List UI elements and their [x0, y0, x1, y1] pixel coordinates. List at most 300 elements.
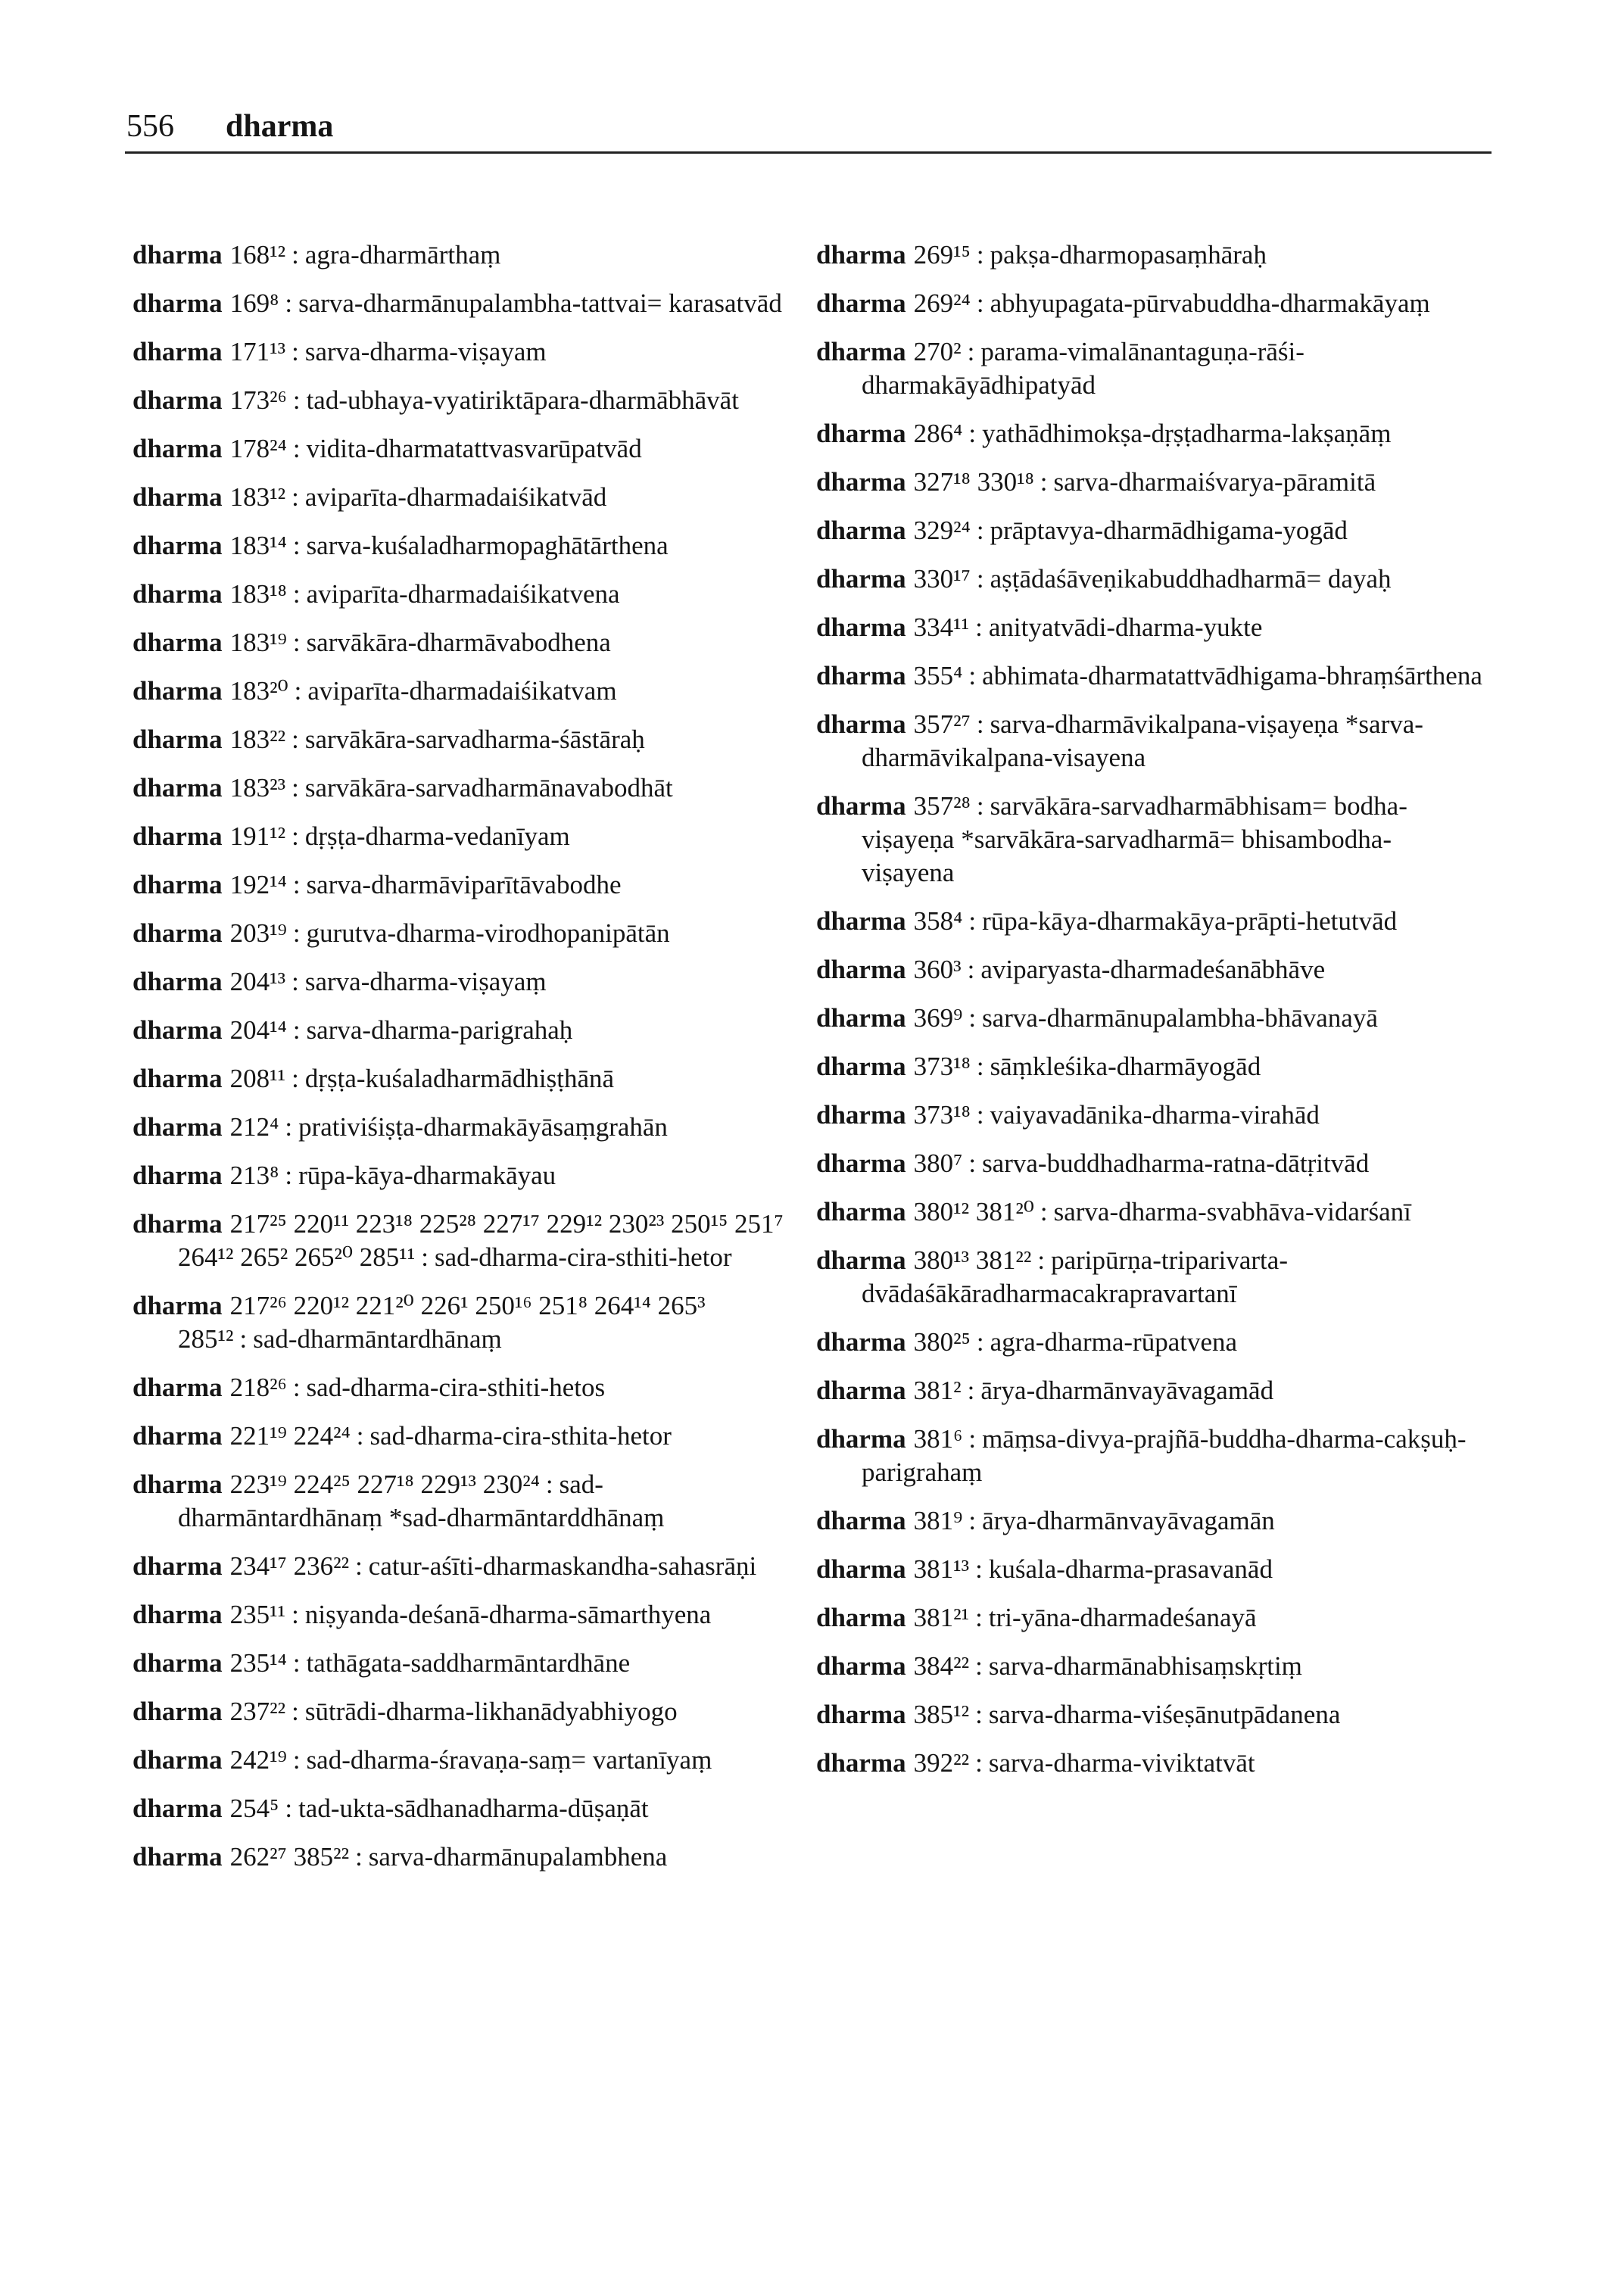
entry-separator: :	[967, 337, 975, 366]
entry-text: tad-ukta-sādhanadharma-dūṣaṇāt	[298, 1794, 649, 1823]
entry-separator: :	[285, 288, 293, 318]
entry-text: dṛṣṭa-kuśaladharmādhiṣṭhānā	[304, 1064, 615, 1093]
entry-references: 235¹¹	[229, 1600, 286, 1629]
index-entry	[816, 659, 1482, 693]
entry-text: sūtrādi-dharma-likhanādyabhiyogo	[304, 1697, 678, 1726]
entry-separator: :	[968, 1149, 977, 1178]
index-entry	[816, 417, 1482, 450]
index-entry	[132, 1695, 799, 1728]
entry-separator: :	[975, 1603, 983, 1632]
entry-headword: dharma	[132, 773, 223, 803]
entry-references: 357²⁷	[913, 709, 971, 739]
entry-references: 217²⁶ 220¹² 221²⁰ 226¹ 250¹⁶ 251⁸ 264¹⁴ 265³ 285¹²	[178, 1291, 706, 1354]
entry-separator: :	[292, 579, 301, 609]
entry-separator: :	[285, 1794, 293, 1823]
index-entry	[132, 287, 799, 320]
entry-headword: dharma	[816, 1748, 906, 1778]
entry-separator: :	[291, 821, 299, 851]
running-head: dharma	[226, 109, 334, 144]
entry-references: 380²⁵	[913, 1327, 971, 1357]
entry-references: 381²	[913, 1376, 962, 1405]
entry-text: prāptavya-dharmādhigama-yogād	[990, 516, 1348, 545]
entry-text: gurutva-dharma-virodhopanipātān	[306, 918, 670, 948]
entry-headword: dharma	[132, 1745, 223, 1775]
entry-separator: :	[291, 773, 299, 803]
entry-headword: dharma	[816, 1554, 906, 1584]
entry-headword: dharma	[132, 1161, 223, 1190]
entry-separator: :	[968, 419, 977, 448]
index-entry	[816, 1326, 1482, 1359]
entry-separator: :	[1040, 467, 1048, 497]
entry-separator: :	[975, 1700, 983, 1729]
entry-references: 221¹⁹ 224²⁴	[229, 1421, 351, 1451]
entry-separator: :	[291, 482, 299, 512]
entry-separator: :	[355, 1551, 363, 1581]
entry-separator: :	[976, 1327, 984, 1357]
index-entry	[132, 820, 799, 853]
index-entry	[816, 790, 1482, 890]
entry-headword: dharma	[132, 918, 223, 948]
entry-headword: dharma	[132, 1551, 223, 1581]
index-entry	[132, 1371, 799, 1404]
entry-separator: :	[968, 661, 977, 690]
entry-references: 381⁹	[913, 1506, 963, 1535]
entry-headword: dharma	[816, 1149, 906, 1178]
entry-references: 223¹⁹ 224²⁵ 227¹⁸ 229¹³ 230²⁴	[229, 1470, 540, 1499]
entry-references: 384²²	[913, 1651, 970, 1681]
entry-separator: :	[968, 1506, 977, 1535]
entry-references: 191¹²	[229, 821, 286, 851]
entry-text: dṛṣṭa-dharma-vedanīyam	[304, 821, 570, 851]
entry-headword: dharma	[132, 1697, 223, 1726]
index-entry	[132, 1744, 799, 1777]
entry-text: sad-dharma-cira-sthiti-hetor	[434, 1242, 732, 1272]
entry-separator: :	[1037, 1245, 1046, 1275]
index-entry	[132, 965, 799, 999]
index-entry	[132, 1647, 799, 1680]
entry-headword: dharma	[132, 1794, 223, 1823]
index-entry	[816, 953, 1482, 986]
index-entry	[132, 1159, 799, 1192]
entry-text: sarva-dharmānupalambha-bhāvanayā	[982, 1003, 1378, 1033]
index-entry	[132, 1420, 799, 1453]
entry-text: rūpa-kāya-dharmakāya-prāpti-hetutvād	[982, 906, 1398, 936]
entry-text: catur-aśīti-dharmaskandha-sahasrāṇi	[368, 1551, 757, 1581]
index-entry	[132, 1014, 799, 1047]
entry-references: 269¹⁵	[913, 240, 971, 270]
entry-headword: dharma	[816, 564, 906, 594]
entry-separator: :	[292, 385, 301, 415]
index-entry	[816, 1147, 1482, 1180]
entry-headword: dharma	[816, 906, 906, 936]
entry-text: sarva-dharma-svabhāva-vidarśanī	[1053, 1197, 1411, 1226]
entry-references: 203¹⁹	[229, 918, 287, 948]
entry-text: sarva-kuśaladharmopaghātārthena	[306, 531, 669, 560]
entry-headword: dharma	[816, 1327, 906, 1357]
entry-separator: :	[285, 1161, 293, 1190]
index-entry	[816, 466, 1482, 499]
entry-references: 204¹⁴	[229, 1015, 287, 1045]
entry-text: sad-dharma-cira-sthita-hetor	[369, 1421, 672, 1451]
entry-headword: dharma	[132, 676, 223, 706]
entry-references: 183²³	[229, 773, 286, 803]
entry-headword: dharma	[816, 709, 906, 739]
entry-text: prativiśiṣṭa-dharmakāyāsaṃgrahān	[298, 1112, 668, 1142]
entry-text: agra-dharma-rūpatvena	[990, 1327, 1238, 1357]
entry-references: 242¹⁹	[229, 1745, 287, 1775]
entry-text: tathāgata-saddharmāntardhāne	[306, 1648, 631, 1678]
entry-text: aṣṭādaśāveṇikabuddhadharmā= dayaḥ	[990, 564, 1392, 594]
entry-separator: :	[291, 725, 299, 754]
entry-separator: :	[976, 709, 984, 739]
entry-headword: dharma	[132, 725, 223, 754]
entry-headword: dharma	[816, 288, 906, 318]
index-entry	[816, 905, 1482, 938]
entry-text: niṣyanda-deśanā-dharma-sāmarthyena	[304, 1600, 712, 1629]
index-entry	[132, 1062, 799, 1096]
entry-headword: dharma	[132, 1015, 223, 1045]
entry-separator: :	[356, 1421, 364, 1451]
entry-references: 392²²	[913, 1748, 970, 1778]
entry-headword: dharma	[816, 1651, 906, 1681]
entry-headword: dharma	[132, 1064, 223, 1093]
index-entry	[816, 611, 1482, 644]
index-entry	[816, 1698, 1482, 1731]
entry-text: sarva-buddhadharma-ratna-dātṛitvād	[982, 1149, 1370, 1178]
entry-separator: :	[292, 1373, 301, 1402]
entry-text: tri-yāna-dharmadeśanayā	[988, 1603, 1257, 1632]
index-entry	[132, 771, 799, 805]
index-entry	[132, 1468, 799, 1535]
index-entry	[132, 626, 799, 659]
entry-separator: :	[976, 564, 984, 594]
entry-references: 327¹⁸ 330¹⁸	[913, 467, 1034, 497]
entry-separator: :	[285, 1112, 293, 1142]
entry-text: sarva-dharmāviparītāvabodhe	[306, 870, 622, 899]
entry-separator: :	[292, 1648, 301, 1678]
index-entry	[816, 1195, 1482, 1229]
index-entry	[816, 1374, 1482, 1407]
entry-references: 269²⁴	[913, 288, 971, 318]
entry-references: 183¹²	[229, 482, 286, 512]
entry-headword: dharma	[132, 434, 223, 463]
entry-separator: :	[976, 791, 984, 821]
entry-headword: dharma	[816, 661, 906, 690]
entry-references: 286⁴	[913, 419, 963, 448]
entry-headword: dharma	[816, 1424, 906, 1454]
index-entry	[132, 1550, 799, 1583]
entry-references: 178²⁴	[229, 434, 287, 463]
entry-separator: :	[292, 1015, 301, 1045]
entry-headword: dharma	[132, 337, 223, 366]
entry-references: 373¹⁸	[913, 1100, 971, 1130]
entry-references: 183¹⁸	[229, 579, 287, 609]
entry-text: sarvākāra-sarvadharmābhisam= bodha-viṣayeṇa *sarvākāra-sarvadharmā= bhisambodha-viṣayena	[862, 791, 1407, 887]
entry-headword: dharma	[816, 419, 906, 448]
entry-separator: :	[967, 955, 975, 984]
entry-separator: :	[1040, 1197, 1048, 1226]
entry-text: kuśala-dharma-prasavanād	[988, 1554, 1273, 1584]
entry-headword: dharma	[132, 1209, 223, 1239]
entry-references: 369⁹	[913, 1003, 963, 1033]
entry-text: pakṣa-dharmopasaṃhāraḥ	[990, 240, 1267, 270]
index-entry	[132, 1840, 799, 1874]
entry-headword: dharma	[816, 516, 906, 545]
index-entry	[816, 1601, 1482, 1635]
index-entry	[816, 1650, 1482, 1683]
entry-separator: :	[976, 1052, 984, 1081]
entry-text: anityatvādi-dharma-yukte	[988, 612, 1263, 642]
index-entry	[132, 578, 799, 611]
entry-text: tad-ubhaya-vyatiriktāpara-dharmābhāvāt	[306, 385, 739, 415]
entry-text: sarvākāra-sarvadharmānavabodhāt	[304, 773, 673, 803]
entry-references: 270²	[913, 337, 962, 366]
entry-references: 355⁴	[913, 661, 963, 690]
entry-headword: dharma	[816, 1506, 906, 1535]
index-entry	[132, 1111, 799, 1144]
entry-text: sad-dharma-śravaṇa-saṃ= vartanīyaṃ	[306, 1745, 712, 1775]
entry-headword: dharma	[132, 1421, 223, 1451]
entry-headword: dharma	[132, 628, 223, 657]
entry-separator: :	[292, 628, 301, 657]
entry-separator: :	[291, 337, 299, 366]
entry-references: 183¹⁹	[229, 628, 287, 657]
entry-headword: dharma	[816, 955, 906, 984]
index-entry	[816, 1553, 1482, 1586]
right-column	[816, 238, 1482, 1795]
entry-separator: :	[975, 1651, 983, 1681]
entry-references: 360³	[913, 955, 962, 984]
entry-text: sarva-dharma-viṣayaṃ	[304, 967, 547, 996]
entry-text: sarvākāra-dharmāvabodhena	[306, 628, 611, 657]
entry-text: vaiyavadānika-dharma-virahād	[990, 1100, 1320, 1130]
entry-headword: dharma	[132, 821, 223, 851]
entry-text: abhimata-dharmatattvādhigama-bhraṃśārthena	[982, 661, 1482, 690]
entry-references: 262²⁷ 385²²	[229, 1842, 350, 1872]
entry-references: 329²⁴	[913, 516, 971, 545]
entry-headword: dharma	[132, 1470, 223, 1499]
entry-references: 218²⁶	[229, 1373, 287, 1402]
entry-separator: :	[545, 1470, 553, 1499]
index-entry	[132, 335, 799, 369]
entry-headword: dharma	[816, 1197, 906, 1226]
entry-separator: :	[292, 918, 301, 948]
entry-references: 204¹³	[229, 967, 286, 996]
index-entry	[132, 1792, 799, 1825]
entry-separator: :	[291, 967, 299, 996]
entry-headword: dharma	[132, 385, 223, 415]
entry-separator: :	[292, 434, 301, 463]
index-entry	[816, 1747, 1482, 1780]
entry-text: aviparīta-dharmadaiśikatvena	[306, 579, 620, 609]
page-number: 556	[126, 109, 174, 144]
index-entry	[816, 1099, 1482, 1132]
entry-text: sad-dharmāntardhānaṃ *sad-dharmāntarddhānaṃ	[178, 1470, 665, 1532]
entry-separator: :	[421, 1242, 429, 1272]
index-entry	[132, 1208, 799, 1274]
entry-headword: dharma	[816, 467, 906, 497]
index-entry	[816, 708, 1482, 775]
entry-text: sarva-dharma-parigrahaḥ	[306, 1015, 573, 1045]
entry-headword: dharma	[132, 967, 223, 996]
entry-text: sarva-dharmaiśvarya-pāramitā	[1053, 467, 1376, 497]
entry-headword: dharma	[816, 1003, 906, 1033]
index-entry	[816, 287, 1482, 320]
entry-headword: dharma	[132, 482, 223, 512]
entry-references: 234¹⁷ 236²²	[229, 1551, 350, 1581]
entry-headword: dharma	[816, 1603, 906, 1632]
index-entry	[816, 1244, 1482, 1311]
entry-separator: :	[976, 1100, 984, 1130]
entry-separator: :	[968, 906, 977, 936]
index-entry	[816, 238, 1482, 272]
entry-headword: dharma	[132, 1842, 223, 1872]
entry-references: 208¹¹	[229, 1064, 286, 1093]
entry-references: 213⁸	[229, 1161, 279, 1190]
entry-references: 380¹² 381²⁰	[913, 1197, 1034, 1226]
index-entry	[132, 1598, 799, 1632]
entry-headword: dharma	[816, 1100, 906, 1130]
entry-text: ārya-dharmānvayāvagamād	[980, 1376, 1274, 1405]
entry-references: 334¹¹	[913, 612, 970, 642]
entry-references: 169⁸	[229, 288, 279, 318]
index-entry	[132, 238, 799, 272]
entry-separator: :	[976, 516, 984, 545]
entry-text: sarva-dharma-viviktatvāt	[988, 1748, 1255, 1778]
entry-references: 373¹⁸	[913, 1052, 971, 1081]
entry-references: 173²⁶	[229, 385, 287, 415]
index-entry	[132, 384, 799, 417]
index-entry	[132, 868, 799, 902]
index-entry	[132, 1289, 799, 1356]
entry-separator: :	[975, 1748, 983, 1778]
entry-references: 381⁶	[913, 1424, 963, 1454]
index-entry	[132, 529, 799, 563]
entry-headword: dharma	[132, 1112, 223, 1142]
index-entry	[816, 1423, 1482, 1489]
entry-text: agra-dharmārthaṃ	[304, 240, 501, 270]
page-header	[125, 108, 1492, 154]
entry-separator: :	[968, 1003, 977, 1033]
entry-references: 183²⁰	[229, 676, 288, 706]
entry-text: sad-dharmāntardhānaṃ	[253, 1324, 502, 1354]
entry-headword: dharma	[132, 1373, 223, 1402]
entry-separator: :	[291, 1064, 299, 1093]
entry-headword: dharma	[816, 240, 906, 270]
entry-headword: dharma	[132, 1291, 223, 1320]
entry-references: 212⁴	[229, 1112, 279, 1142]
entry-references: 380¹³ 381²²	[913, 1245, 1032, 1275]
entry-references: 237²²	[229, 1697, 286, 1726]
entry-text: yathādhimokṣa-dṛṣṭadharma-lakṣaṇāṃ	[982, 419, 1392, 448]
entry-headword: dharma	[816, 791, 906, 821]
entry-text: sad-dharma-cira-sthiti-hetos	[306, 1373, 606, 1402]
entry-references: 381²¹	[913, 1603, 970, 1632]
entry-text: māṃsa-divya-prajñā-buddha-dharma-cakṣuḥ-parigrahaṃ	[862, 1424, 1467, 1487]
entry-headword: dharma	[132, 240, 223, 270]
entry-separator: :	[967, 1376, 975, 1405]
entry-separator: :	[292, 1745, 301, 1775]
entry-separator: :	[976, 288, 984, 318]
entry-separator: :	[968, 1424, 977, 1454]
entry-references: 235¹⁴	[229, 1648, 287, 1678]
entry-text: aviparīta-dharmadaiśikatvād	[304, 482, 607, 512]
entry-separator: :	[975, 612, 983, 642]
entry-references: 171¹³	[229, 337, 286, 366]
index-entry	[816, 1504, 1482, 1538]
entry-headword: dharma	[816, 1245, 906, 1275]
entry-text: abhyupagata-pūrvabuddha-dharmakāyaṃ	[990, 288, 1430, 318]
entry-references: 183²²	[229, 725, 286, 754]
entry-text: sarva-dharma-viṣayam	[304, 337, 547, 366]
entry-separator: :	[291, 1600, 299, 1629]
index-entry	[132, 675, 799, 708]
index-entry	[816, 1002, 1482, 1035]
entry-text: sāṃkleśika-dharmāyogād	[990, 1052, 1261, 1081]
index-entry	[816, 514, 1482, 547]
entry-text: parama-vimalānantaguṇa-rāśi-dharmakāyādhipatyād	[862, 337, 1304, 400]
entry-references: 168¹²	[229, 240, 286, 270]
entry-text: paripūrṇa-triparivarta-dvādaśākāradharmacakrapravartanī	[862, 1245, 1288, 1308]
entry-headword: dharma	[816, 1052, 906, 1081]
entry-references: 192¹⁴	[229, 870, 287, 899]
entry-separator: :	[291, 1697, 299, 1726]
entry-references: 385¹²	[913, 1700, 970, 1729]
entry-headword: dharma	[816, 1376, 906, 1405]
entry-references: 357²⁸	[913, 791, 971, 821]
index-entry	[132, 723, 799, 756]
entry-references: 183¹⁴	[229, 531, 287, 560]
entry-text: sarva-dharmāvikalpana-viṣayeṇa *sarva-dharmāvikalpana-visayena	[862, 709, 1423, 772]
index-entry	[132, 432, 799, 466]
entry-text: sarva-dharmānabhisaṃskṛtiṃ	[988, 1651, 1302, 1681]
entry-headword: dharma	[132, 870, 223, 899]
entry-references: 330¹⁷	[913, 564, 971, 594]
entry-headword: dharma	[132, 1600, 223, 1629]
entry-text: sarva-dharma-viśeṣānutpādanena	[988, 1700, 1341, 1729]
entry-text: vidita-dharmatattvasvarūpatvād	[306, 434, 642, 463]
entry-separator: :	[294, 676, 302, 706]
index-entry	[132, 481, 799, 514]
entry-text: sarva-dharmānupalambha-tattvai= karasatvād	[298, 288, 782, 318]
index-entry	[816, 563, 1482, 596]
entry-text: sarvākāra-sarvadharma-śāstāraḥ	[304, 725, 645, 754]
entry-text: sarva-dharmānupalambhena	[368, 1842, 668, 1872]
entry-separator: :	[355, 1842, 363, 1872]
index-entry	[816, 335, 1482, 402]
index-entry	[816, 1050, 1482, 1083]
entry-headword: dharma	[816, 1700, 906, 1729]
index-entry	[132, 917, 799, 950]
entry-references: 380⁷	[913, 1149, 963, 1178]
entry-headword: dharma	[132, 579, 223, 609]
entry-headword: dharma	[132, 288, 223, 318]
entry-separator: :	[239, 1324, 248, 1354]
entry-separator: :	[291, 240, 299, 270]
entry-references: 358⁴	[913, 906, 963, 936]
entry-headword: dharma	[816, 612, 906, 642]
entry-text: ārya-dharmānvayāvagamān	[982, 1506, 1275, 1535]
entry-references: 381¹³	[913, 1554, 970, 1584]
entry-text: aviparīta-dharmadaiśikatvam	[307, 676, 617, 706]
entry-headword: dharma	[132, 1648, 223, 1678]
left-column	[132, 238, 799, 1889]
entry-references: 254⁵	[229, 1794, 279, 1823]
entry-separator: :	[292, 870, 301, 899]
entry-headword: dharma	[132, 531, 223, 560]
entry-separator: :	[975, 1554, 983, 1584]
entry-headword: dharma	[816, 337, 906, 366]
